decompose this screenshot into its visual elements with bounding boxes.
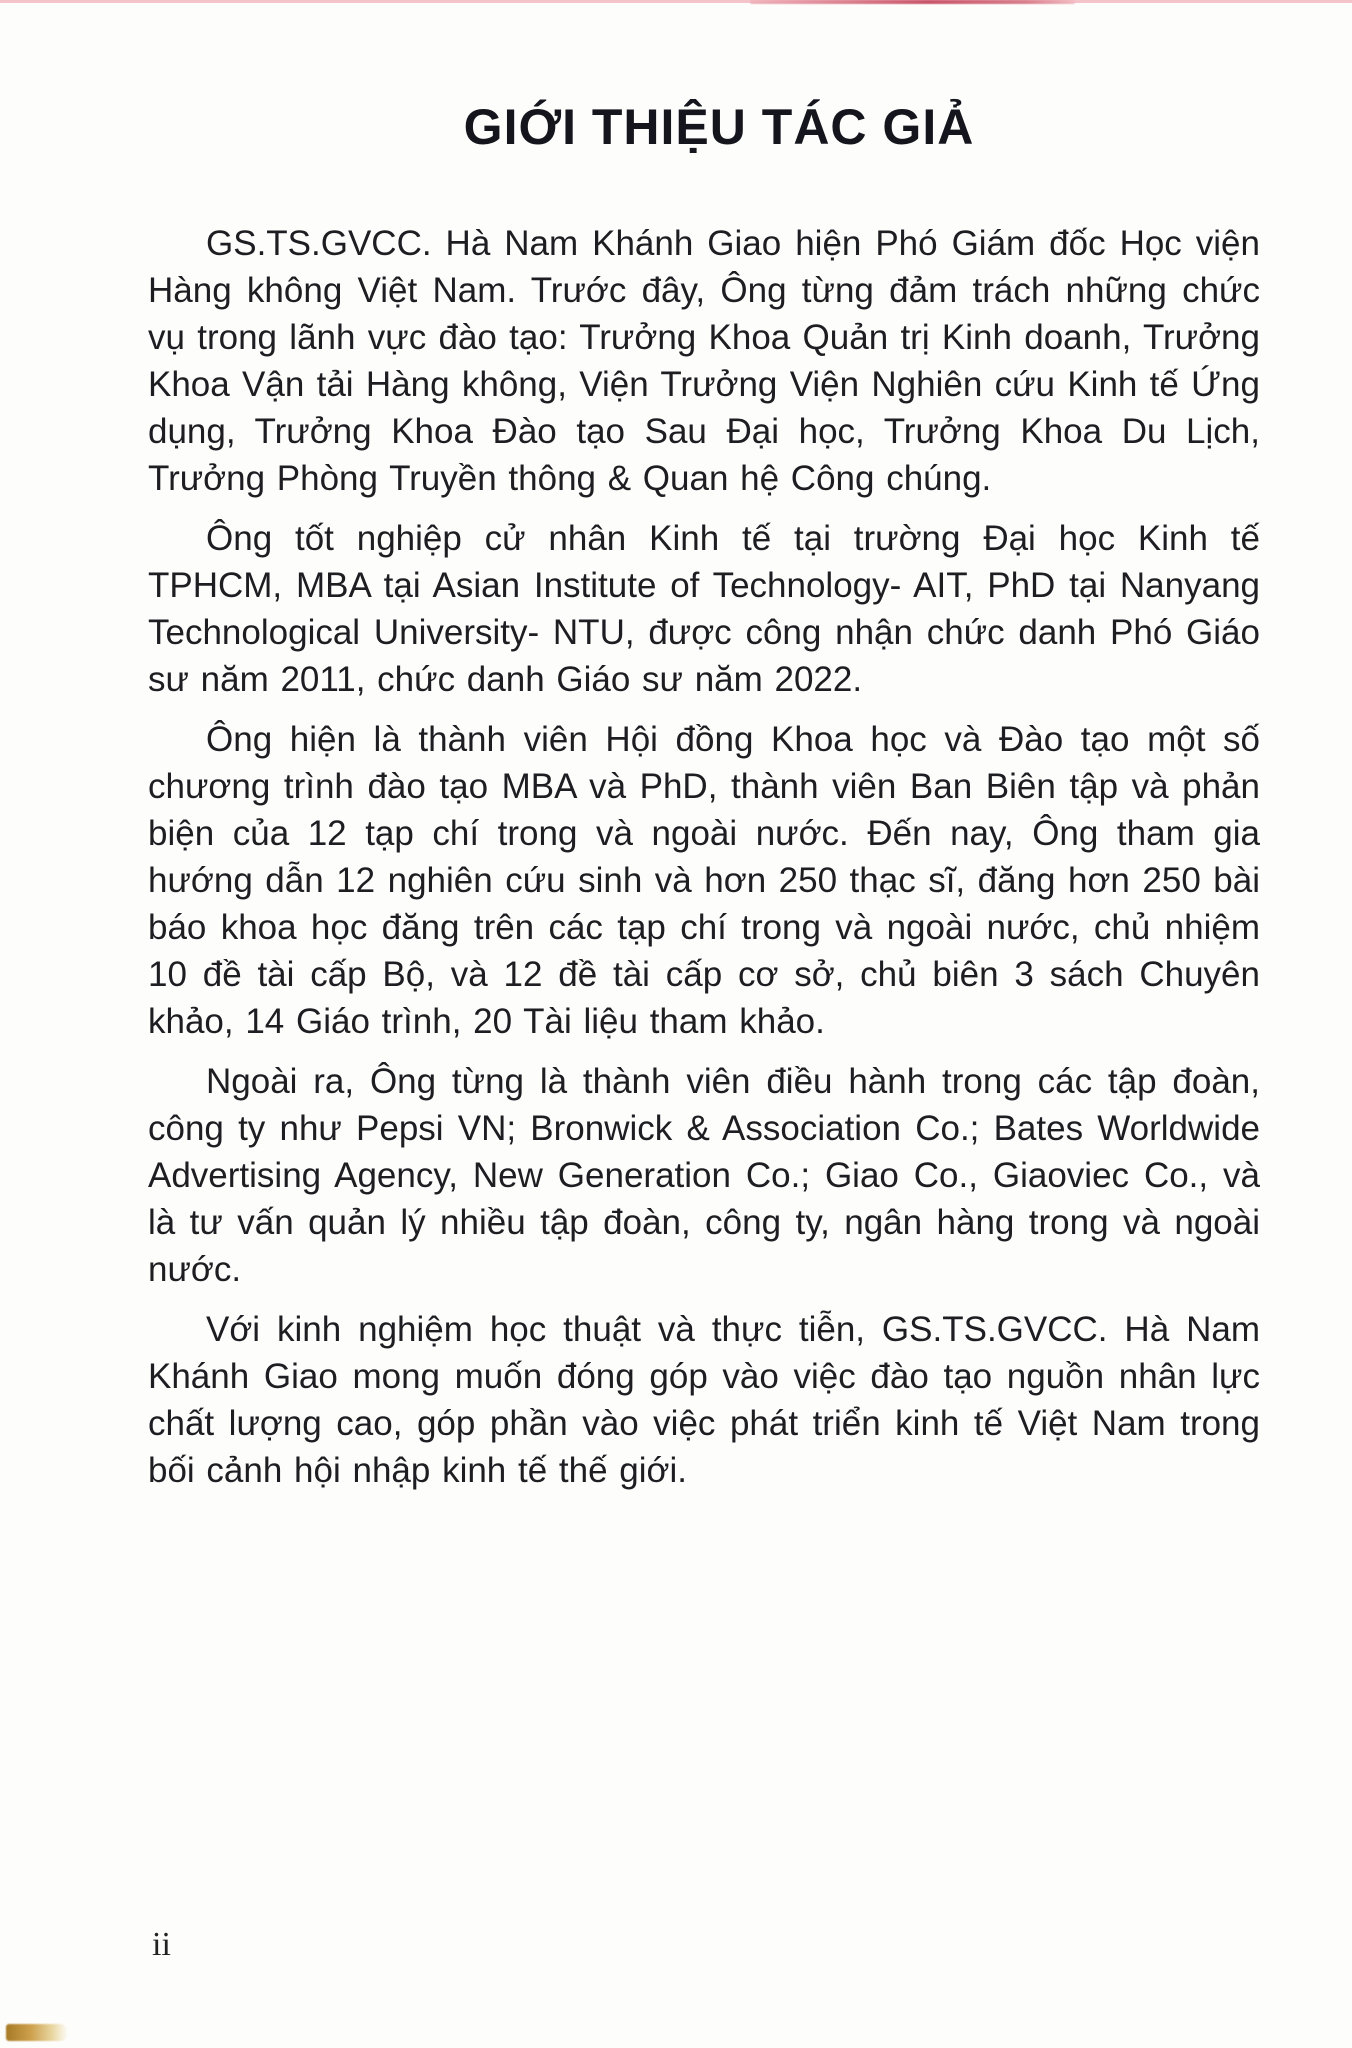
paragraph-education: Ông tốt nghiệp cử nhân Kinh tế tại trường Đại học Kinh tế TPHCM, MBA tại Asian Institute of Technology- AIT, PhD tại Nanyang Technological University- NTU, được công nhận chức danh Phó Giáo sư năm 2011, chức danh Giáo sư năm 2022. xyxy=(148,519,1260,699)
paragraph-academic-activities: Ông hiện là thành viên Hội đồng Khoa học và Đào tạo một số chương trình đào tạo MBA và PhD, thành viên Ban Biên tập và phản biện của 12 tạp chí trong và ngoài nước. Đến nay, Ông tham gia hướng dẫn 12 nghiên cứu sinh và hơn 250 thạc sĩ, đăng hơn 250 bài báo khoa học đăng trên các tạp chí trong và ngoài nước, chủ nhiệm 10 đề tài cấp Bộ, và 12 đề tài cấp cơ sở, chủ biên 3 sách Chuyên khảo, 14 Giáo trình, 20 Tài liệu tham khảo. xyxy=(148,720,1260,1041)
page-content xyxy=(148,0,1260,1507)
paragraph-aspirations: Với kinh nghiệm học thuật và thực tiễn, GS.TS.GVCC. Hà Nam Khánh Giao mong muốn đóng góp vào việc đào tạo nguồn nhân lực chất lượng cao, góp phần vào việc phát triển kinh tế Việt Nam trong bối cảnh hội nhập kinh tế thế giới. xyxy=(148,1310,1260,1490)
scan-smudge-artifact xyxy=(6,2024,68,2041)
author-introduction-text xyxy=(148,220,1260,1494)
page-title: GIỚI THIỆU TÁC GIẢ xyxy=(463,99,975,155)
page-number: ii xyxy=(152,1926,171,1963)
paragraph-positions-held: GS.TS.GVCC. Hà Nam Khánh Giao hiện Phó Giám đốc Học viện Hàng không Việt Nam. Trước đây, Ông từng đảm trách những chức vụ trong lãnh vực đào tạo: Trưởng Khoa Quản trị Kinh doanh, Trưởng Khoa Vận tải Hàng không, Viện Trưởng Viện Nghiên cứu Kinh tế Ứng dụng, Trưởng Khoa Đào tạo Sau Đại học, Trưởng Khoa Du Lịch, Trưởng Phòng Truyền thông & Quan hệ Công chúng. xyxy=(148,224,1260,498)
paragraph-business-roles: Ngoài ra, Ông từng là thành viên điều hành trong các tập đoàn, công ty như Pepsi VN; Bronwick & Association Co.; Bates Worldwide Advertising Agency, New Generation Co.; Giao Co., Giaoviec Co., và là tư vấn quản lý nhiều tập đoàn, công ty, ngân hàng trong và ngoài nước. xyxy=(148,1062,1260,1289)
